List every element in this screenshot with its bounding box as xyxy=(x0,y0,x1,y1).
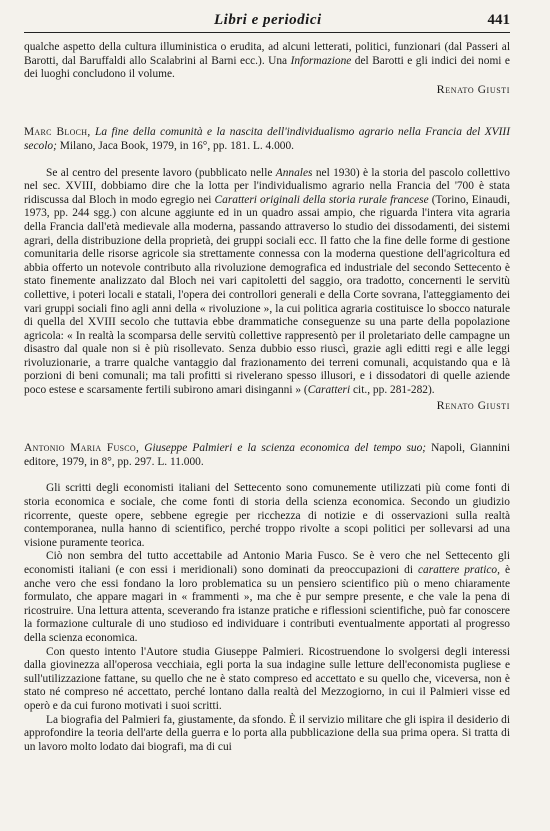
review-1-paragraph: Se al centro del presente lavoro (pubblicato nelle Annales nel 1930) è la storia del pascolo collettivo nel sec. XVIII, dobbiamo dire che la lotta per l'individualismo agrario nella Francia del '700 è stata ridiscussa dal Bloch in modo egregio nei Caratteri originali della storia rurale francese (Torino, Einaudi, 1973, pp. 244 sgg.) con alcune aggiunte ed in un quadro assai ampio, che riguarda l'intera vita agraria della Francia dall'età medievale alla moderna, passando attraverso lo studio dei dissodamenti, dei sistemi agrari, della distribuzione della proprietà, dei gruppi sociali ecc. Il fatto che la fine delle forme di gestione comunitaria delle risorse agricole sia strettamente connessa con la moderna questione dell'agricoltura ed abbia offerto un notevole contributo alla rivoluzione demografica ed industriale del secondo Settecento è stato finemente analizzato dal Bloch nei vari capitoletti del saggio, ora tradotto, concernenti le servitù collettive, i poteri locali e statali, l'opera dei controllori generali e della Corte sovrana, l'atteggiamento dei vari gruppi sociali fino agli anni della « rivoluzione », la cui politica agraria costituisce lo sbocco naturale di quella del XVIII secolo che tuttavia ebbe drammatiche conseguenze su una parte della popolazione agricola: « In realtà la scomparsa delle servitù collettive rappresentò per il proletariato delle campagne un disastro dal quale non si è più risollevato. Senza dubbio esso riuscì, grazie agli editti regi e alle leggi rivoluzionarie, a trarre qualche vantaggio dal frazionamento dei terreni comunali, acquistando qua e là porzioni di beni comunali; ma tali profitti si rivelerano spesso illusori, e i dissodatori di quelle aziende poco estese e scarsamente fertili subirono amari disinganni » (Caratteri cit., pp. 281-282). xyxy=(24,166,510,397)
review-1-author: Marc Bloch, xyxy=(24,126,91,139)
review-2-paragraph-2: Ciò non sembra del tutto accettabile ad Antonio Maria Fusco. Se è vero che nel Settecento gli economisti italiani (e con essi i meridionali) sono dominati da preoccupazioni di carattere pratico, è anche vero che essi fondano la loro problematica su un pensiero scientifico più o meno chiaramente formulato, che appare magari in « frammenti », ma che è pur sempre presente, e che vale la pena di ricostruire. Una lettura attenta, sceverando fra istanze pratiche e riflessioni scientifiche, può far conoscere la formazione culturale di uno studioso ed individuare i contributi eventualmente apportati al progresso della scienza economica. xyxy=(24,550,510,644)
review-2-publisher: Napoli, Giannini editore, 1979, in 8°, pp. 297. L. 11.000. xyxy=(24,442,510,468)
review-1-publisher: Milano, Jaca Book, 1979, in 16°, pp. 181. L. 4.000. xyxy=(59,139,295,152)
review-2-title: Giuseppe Palmieri e la scienza economica del tempo suo; xyxy=(144,442,427,455)
review-2-paragraph-4: La biografia del Palmieri fa, giustamente, da sfondo. È il servizio militare che gli ispira il desiderio di approfondire la teoria dell'arte della guerra e lo porta alla pubblicazione della sua prima opera. Si tratta di un lavoro molto lodato dai biografi, ma di cui xyxy=(24,713,510,753)
page-body xyxy=(24,41,510,754)
review-2-paragraph-1: Gli scritti degli economisti italiani del Settecento sono comunemente utilizzati più come fonti di storia economica e sociale, che come fonti di storia della scienza economica. Secondo un giudizio ricorrente, queste opere, sebbene egregie per ricchezza di notizie e di osservazioni sulla realtà contemporanea, nulla hanno di scientifico, perché troppo rivolte a scopi politici per sollevarsi ad una visione puramente teorica. xyxy=(24,482,510,549)
review-2-author: Antonio Maria Fusco, xyxy=(24,442,140,455)
review-2-heading xyxy=(24,442,510,469)
running-header xyxy=(24,10,510,33)
review-1-title: La fine della comunità e la nascita dell'individualismo agrario nella Francia del XVIII secolo; xyxy=(24,126,510,152)
review-1-heading xyxy=(24,126,510,153)
review-2-paragraph-3: Con questo intento l'Autore studia Giuseppe Palmieri. Ricostruendone lo svolgersi degli interessi dalla giovinezza all'operosa vecchiaia, egli porta la sua indagine sulle letture dell'economista pugliese e sull'utilizzazione fattane, su quello che ne è stato compreso ed accettato e su quello che, viceversa, non è stato né compreso né accettato, perché lontano dalla realtà del Mezzogiorno, in cui il Palmieri visse ed operò e da cui furono motivati i suoi scritti. xyxy=(24,645,510,712)
signature-2: Renato Giusti xyxy=(436,397,510,412)
intro-paragraph: qualche aspetto della cultura illuministica o erudita, ad alcuni letterati, politici, funzionari (dal Passeri al Barotti, dal Baruffaldi allo Scalabrini al Barni ecc.). Una Informazione del Barotti e gli indici dei nomi e dei luoghi concludono il volume. xyxy=(24,41,510,81)
signature-1: Renato Giusti xyxy=(436,81,510,96)
page-number: 441 xyxy=(487,12,510,28)
running-title: Libri e periodici xyxy=(214,12,322,28)
